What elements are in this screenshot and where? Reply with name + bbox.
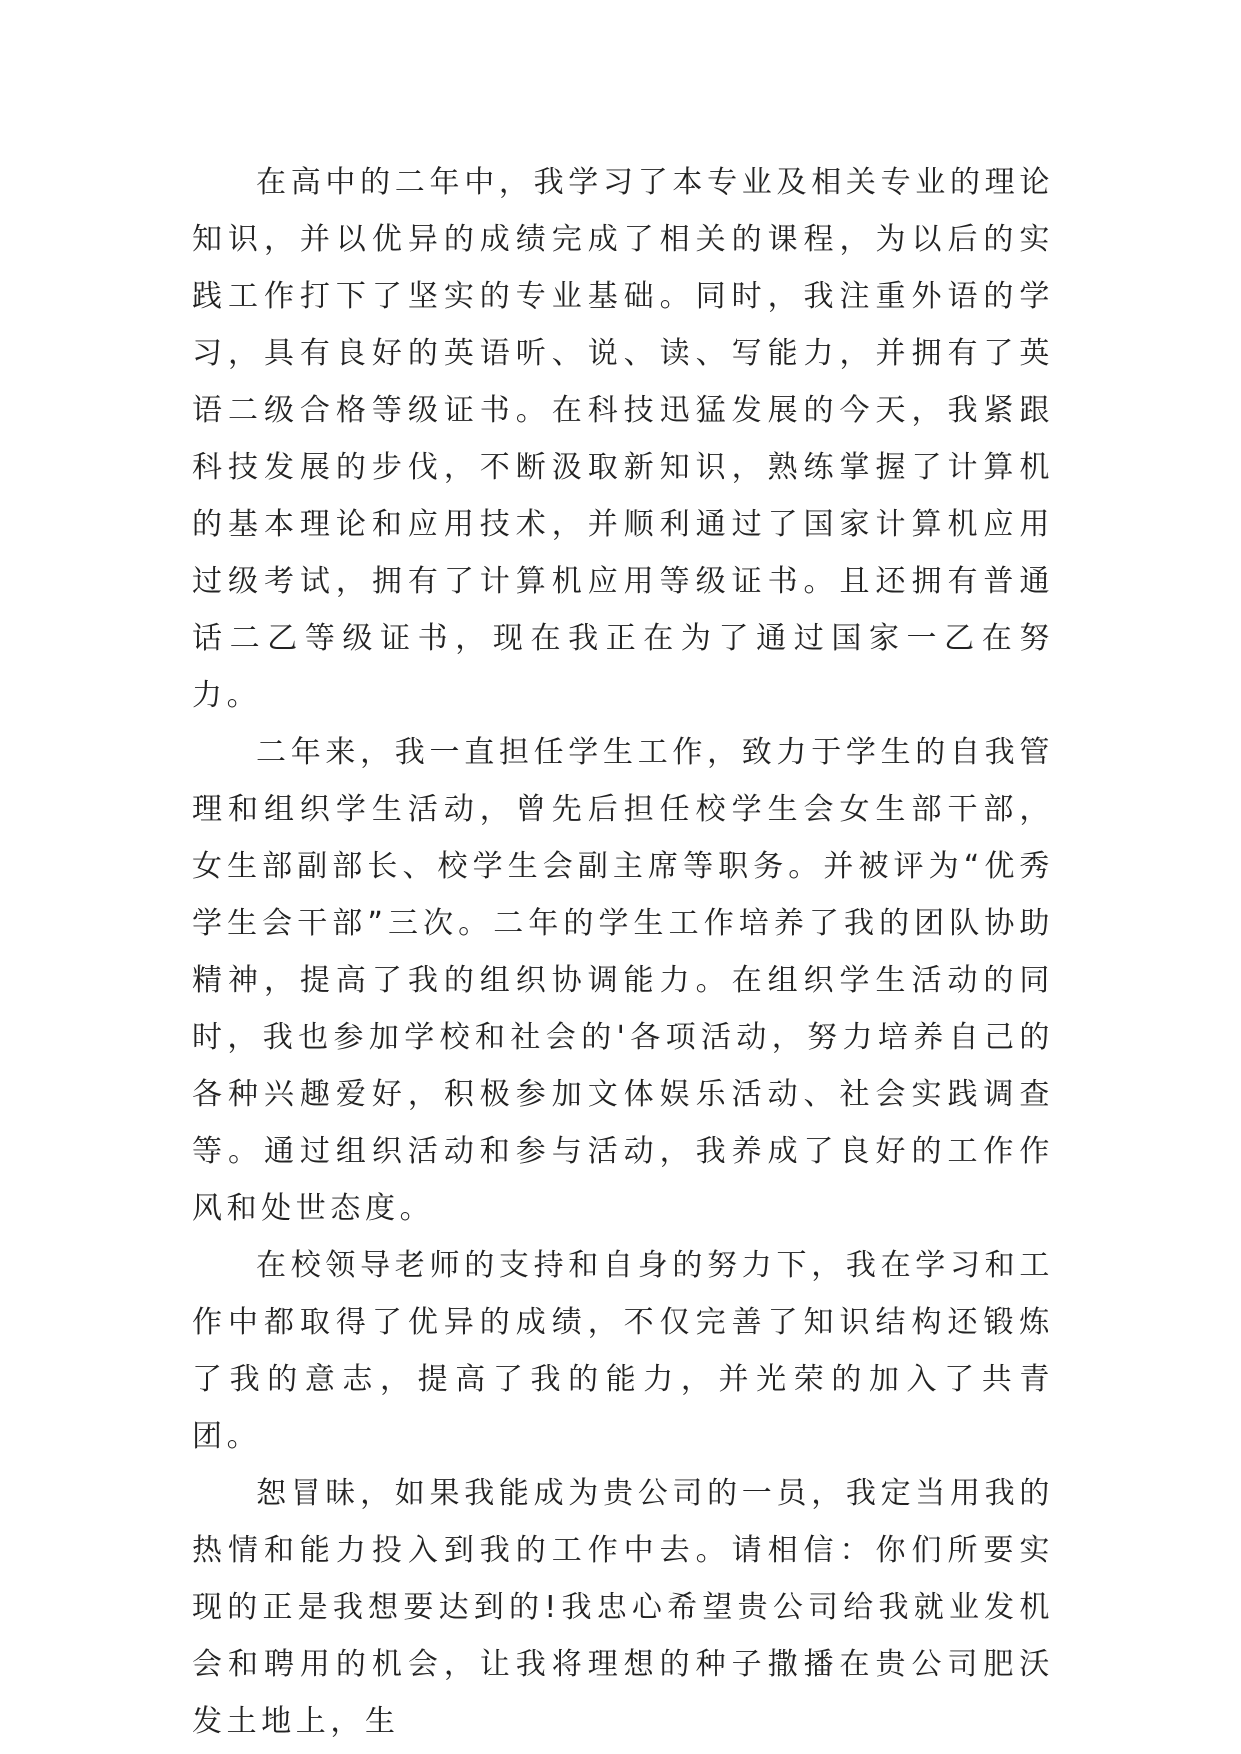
document-body [192, 154, 1054, 1750]
paragraph-student-work: 二年来，我一直担任学生工作，致力于学生的自我管理和组织学生活动，曾先后担任校学生会女生部干部，女生部副部长、校学生会副主席等职务。并被评为“优秀学生会干部”三次。二年的学生工作培养了我的团队协助精神，提高了我的组织协调能力。在组织学生活动的同时，我也参加学校和社会的'各项活动，努力培养自己的各种兴趣爱好，积极参加文体娱乐活动、社会实践调查等。通过组织活动和参与活动，我养成了良好的工作作风和处世态度。 [192, 735, 1054, 1226]
paragraph-closing: 恕冒昧，如果我能成为贵公司的一员，我定当用我的热情和能力投入到我的工作中去。请相信：你们所要实现的正是我想要达到的!我忠心希望贵公司给我就业发机会和聘用的机会，让我将理想的种子撒播在贵公司肥沃发土地上，生 [192, 1476, 1054, 1739]
paragraph-achievements: 在校领导老师的支持和自身的努力下，我在学习和工作中都取得了优异的成绩，不仅完善了知识结构还锻炼了我的意志，提高了我的能力，并光荣的加入了共青团。 [192, 1248, 1054, 1454]
paragraph-study: 在高中的二年中，我学习了本专业及相关专业的理论知识，并以优异的成绩完成了相关的课程，为以后的实践工作打下了坚实的专业基础。同时，我注重外语的学习，具有良好的英语听、说、读、写能力，并拥有了英语二级合格等级证书。在科技迅猛发展的今天，我紧跟科技发展的步伐，不断汲取新知识，熟练掌握了计算机的基本理论和应用技术，并顺利通过了国家计算机应用过级考试，拥有了计算机应用等级证书。且还拥有普通话二乙等级证书，现在我正在为了通过国家一乙在努力。 [192, 165, 1054, 713]
